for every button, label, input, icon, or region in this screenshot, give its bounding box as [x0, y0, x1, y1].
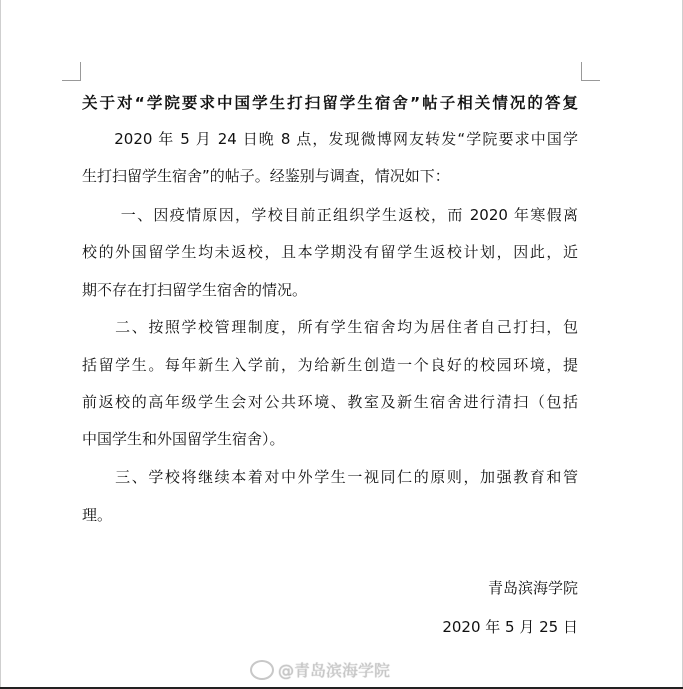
signature: 青岛滨海学院 [487, 579, 578, 597]
paragraph-2-line: 期不存在打扫留学生宿舍的情况。 [82, 281, 308, 299]
paragraph-2-line: 校的外国留学生均未返校，且本学期没有留学生返校计划，因此，近 [82, 243, 578, 261]
paragraph-1-line: 2020 年 5 月 24 日晚 8 点，发现微博网友转发“学院要求中国学 [82, 130, 578, 148]
paragraph-3-line: 中国学生和外国留学生宿舍）。 [82, 430, 285, 448]
margin-corner-mark [62, 62, 81, 81]
margin-corner-mark [581, 62, 600, 81]
paragraph-3-line: 二、按照学校管理制度，所有学生宿舍均为居住者自己打扫，包 [82, 318, 578, 336]
paragraph-2-line: 一、因疫情原因，学校目前正组织学生返校，而 2020 年寒假离 [82, 206, 578, 224]
weibo-logo-icon [250, 660, 274, 680]
watermark-text: @青岛滨海学院 [278, 661, 391, 680]
date: 2020 年 5 月 25 日 [442, 618, 578, 636]
document-title: 关于对“学院要求中国学生打扫留学生宿舍”帖子相关情况的答复 [82, 94, 578, 112]
paragraph-1-line: 生打扫留学生宿舍”的帖子。经鉴别与调查，情况如下： [82, 167, 450, 185]
paragraph-4-line: 理。 [82, 506, 113, 524]
paragraph-3-line: 括留学生。每年新生入学前，为给新生创造一个良好的校园环境，提 [82, 356, 578, 374]
paragraph-3-line: 前返校的高年级学生会对公共环境、教室及新生宿舍进行清扫（包括 [82, 393, 578, 411]
weibo-watermark [250, 658, 390, 681]
paragraph-4-line: 三、学校将继续本着对中外学生一视同仁的原则，加强教育和管 [82, 468, 578, 486]
